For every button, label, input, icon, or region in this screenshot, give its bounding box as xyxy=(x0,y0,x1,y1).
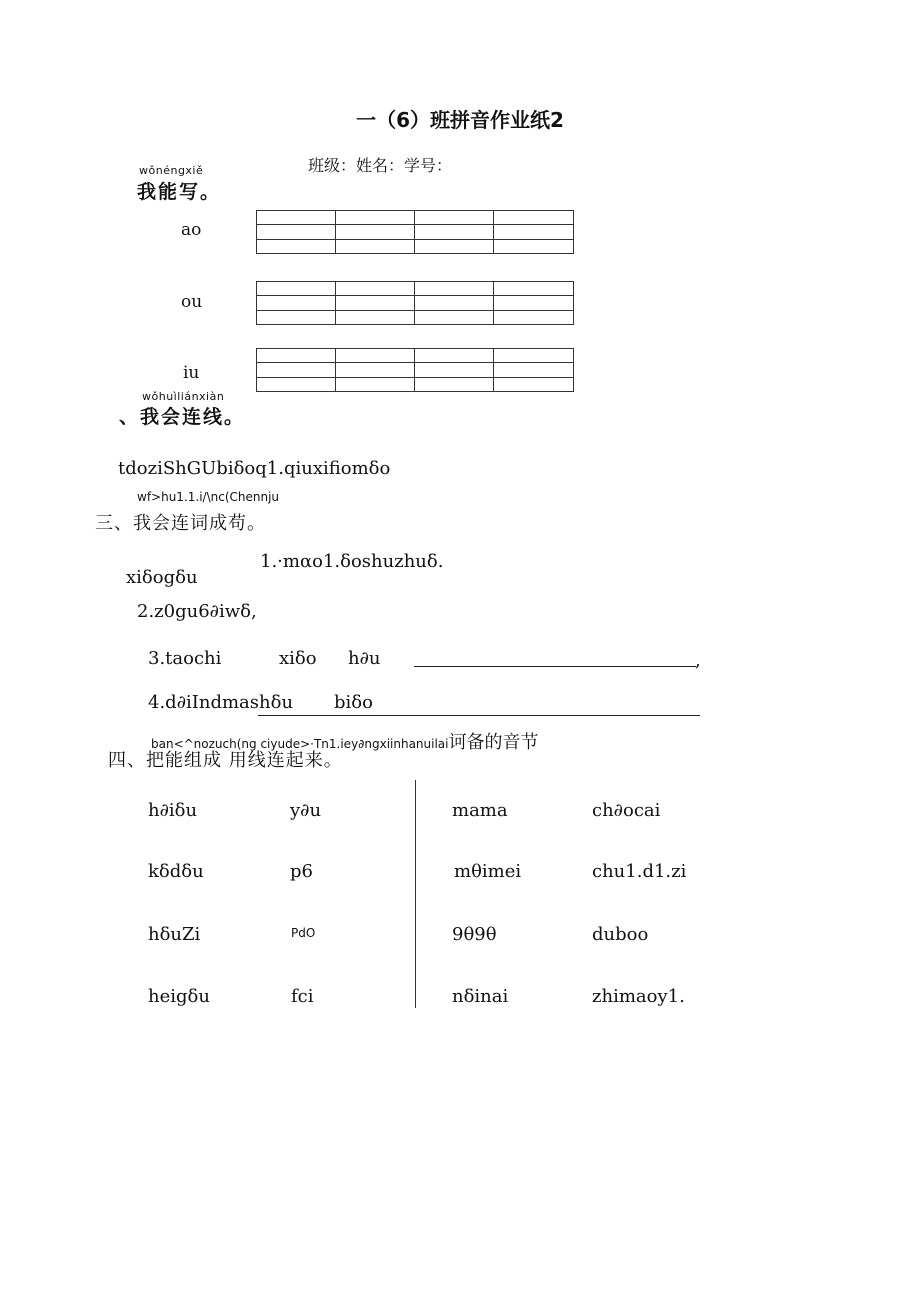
column-divider xyxy=(415,780,416,1008)
section4-pinyin-cn: 诃备的音节 xyxy=(448,732,539,753)
row-label-ao: ao xyxy=(181,220,202,240)
word-r4c2[interactable]: fci xyxy=(291,986,314,1007)
word-r2c4[interactable]: chu1.d1.zi xyxy=(592,861,687,882)
matching-line-1: tdoziShGUbiδoq1.qiuxifiomδo xyxy=(118,458,391,479)
section4-pinyin: ban<^nozuch(ng ciyude>·Tn1.iey∂ngxiinhanuilai xyxy=(151,737,449,751)
student-info: 班级：姓名：学号： xyxy=(308,156,453,175)
sentence-4-word-1: 4.d∂iIndmashδu xyxy=(148,692,294,713)
sentence-3-word-2: xiδo xyxy=(279,648,317,669)
word-r4c4[interactable]: zhimaoy1. xyxy=(592,986,685,1007)
sentence-3-word-3: h∂u xyxy=(348,648,381,669)
sentence-3-end: , xyxy=(695,650,701,671)
section3-heading: 三、我会连词成苟。 xyxy=(95,513,266,534)
word-r3c1[interactable]: hδuZi xyxy=(148,924,201,945)
section1-heading: 我能写。 xyxy=(137,181,222,203)
sentence-1-a: xiδogδu xyxy=(126,567,198,588)
writing-grid-ou[interactable] xyxy=(256,281,574,325)
row-label-ou: ou xyxy=(181,292,203,312)
word-r1c4[interactable]: ch∂ocai xyxy=(592,800,661,821)
answer-line-3[interactable] xyxy=(414,666,696,667)
page-title: 一（6）班拼音作业纸2 xyxy=(356,108,564,132)
sentence-2: 2.z0gu6∂iwδ, xyxy=(137,601,257,622)
word-r3c3[interactable]: 9θ9θ xyxy=(452,924,497,945)
section1-pinyin: wǒnéngxiě xyxy=(139,164,204,177)
writing-grid-iu[interactable] xyxy=(256,348,574,392)
word-r4c3[interactable]: nδinai xyxy=(452,986,509,1007)
section2-heading: 、我会连线。 xyxy=(119,406,246,428)
sentence-3-word-1: 3.taochi xyxy=(148,648,222,669)
word-r2c2[interactable]: p6 xyxy=(290,861,313,882)
word-r1c2[interactable]: y∂u xyxy=(290,800,322,821)
answer-line-4[interactable] xyxy=(258,715,700,716)
word-r3c2[interactable]: PdO xyxy=(291,926,316,940)
row-label-iu: iu xyxy=(183,363,200,383)
word-r2c3[interactable]: mθimei xyxy=(454,861,522,882)
writing-grid-ao[interactable] xyxy=(256,210,574,254)
word-r3c4[interactable]: duboo xyxy=(592,924,649,945)
word-r4c1[interactable]: heigδu xyxy=(148,986,210,1007)
matching-line-2: wf>hu1.1.i/\nc(Chennju xyxy=(137,490,280,504)
sentence-1-b: 1.·mαo1.δoshuzhuδ. xyxy=(260,551,444,572)
word-r1c3[interactable]: mama xyxy=(452,800,508,821)
word-r2c1[interactable]: kδdδu xyxy=(148,861,204,882)
section4-heading: 四、把能组成 用线连起来。 xyxy=(108,750,343,771)
word-r1c1[interactable]: h∂iδu xyxy=(148,800,198,821)
sentence-4-word-2: biδo xyxy=(334,692,373,713)
section2-pinyin: wǒhuìliánxiàn xyxy=(142,390,225,403)
